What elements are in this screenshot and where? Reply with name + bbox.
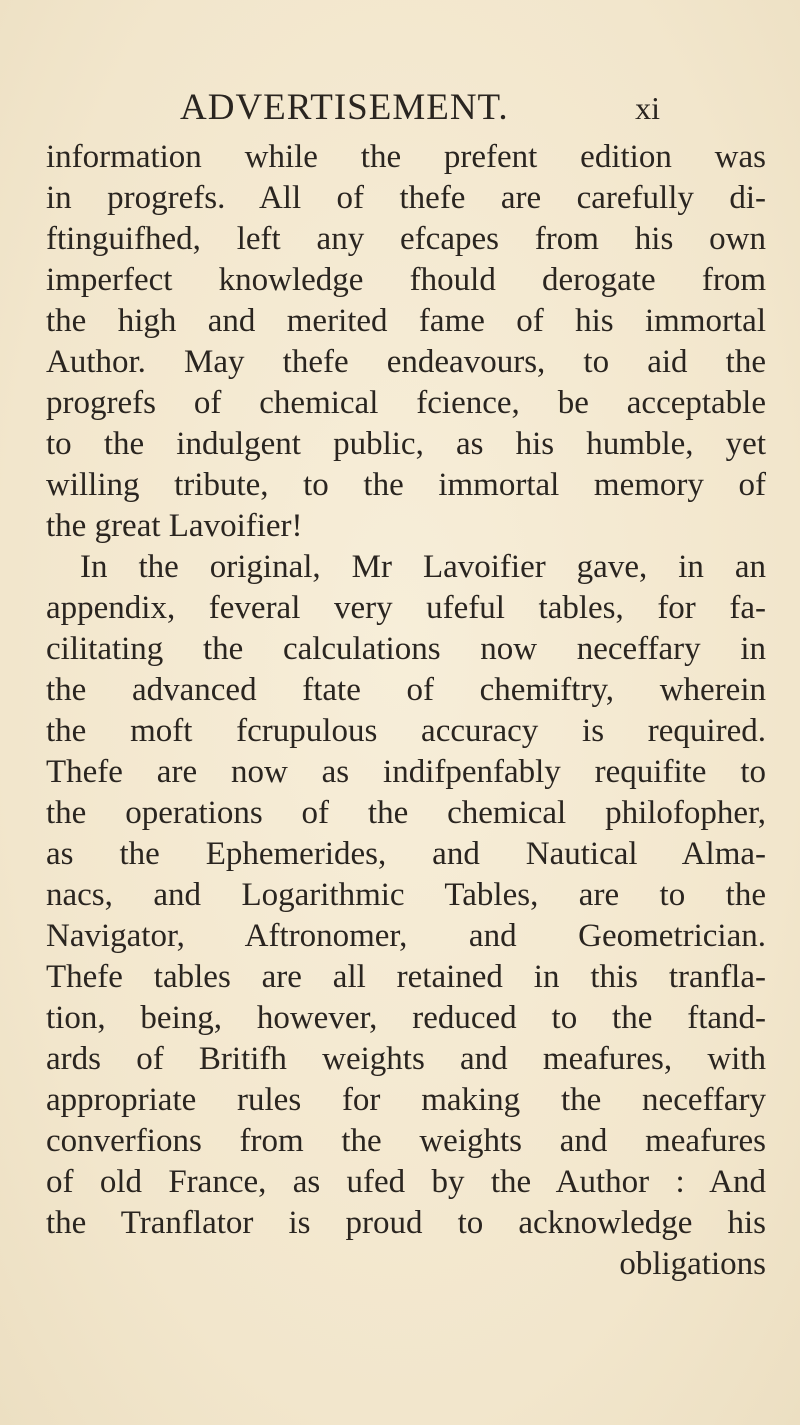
text-line: the moft fcrupulous accuracy is required.	[46, 713, 766, 749]
text-line: cilitating the calculations now neceffary in	[46, 631, 766, 667]
text-line: the high and merited fame of his immortal	[46, 303, 766, 339]
text-line: Navigator, Aftronomer, and Geometrician.	[46, 918, 766, 954]
text-line: ftinguifhed, left any efcapes from his own	[46, 221, 766, 257]
text-line: to the indulgent public, as his humble, yet	[46, 426, 766, 462]
text-line: progrefs of chemical fcience, be acceptable	[46, 385, 766, 421]
text-line: the advanced ftate of chemiftry, wherein	[46, 672, 766, 708]
text-line: the Tranflator is proud to acknowledge his	[46, 1205, 766, 1241]
catchword: obligations	[619, 1246, 766, 1282]
text-line: nacs, and Logarithmic Tables, are to the	[46, 877, 766, 913]
text-line: Author. May thefe endeavours, to aid the	[46, 344, 766, 380]
text-line: Thefe tables are all retained in this tranfla-	[46, 959, 766, 995]
page-number: xi	[635, 90, 660, 126]
text-line: ards of Britifh weights and meafures, with	[46, 1041, 766, 1077]
text-line: imperfect knowledge fhould derogate from	[46, 262, 766, 298]
text-line: willing tribute, to the immortal memory of	[46, 467, 766, 503]
text-line: the operations of the chemical philofopher,	[46, 795, 766, 831]
text-line: as the Ephemerides, and Nautical Alma-	[46, 836, 766, 872]
header-title: ADVERTISEMENT.	[180, 87, 509, 128]
text-line: Thefe are now as indifpenfably requifite to	[46, 754, 766, 790]
text-line: of old France, as ufed by the Author : And	[46, 1164, 766, 1200]
text-line: converfions from the weights and meafures	[46, 1123, 766, 1159]
text-line: information while the prefent edition was	[46, 139, 766, 175]
text-line: appropriate rules for making the neceffary	[46, 1082, 766, 1118]
body-text	[46, 137, 766, 1285]
text-line: the great Lavoifier!	[46, 508, 303, 544]
running-header	[180, 78, 660, 138]
paragraph-start-line: In the original, Mr Lavoifier gave, in an	[80, 549, 766, 585]
text-line: appendix, feveral very ufeful tables, for fa-	[46, 590, 766, 626]
text-line: in progrefs. All of thefe are carefully di-	[46, 180, 766, 216]
text-line: tion, being, however, reduced to the ftand-	[46, 1000, 766, 1036]
